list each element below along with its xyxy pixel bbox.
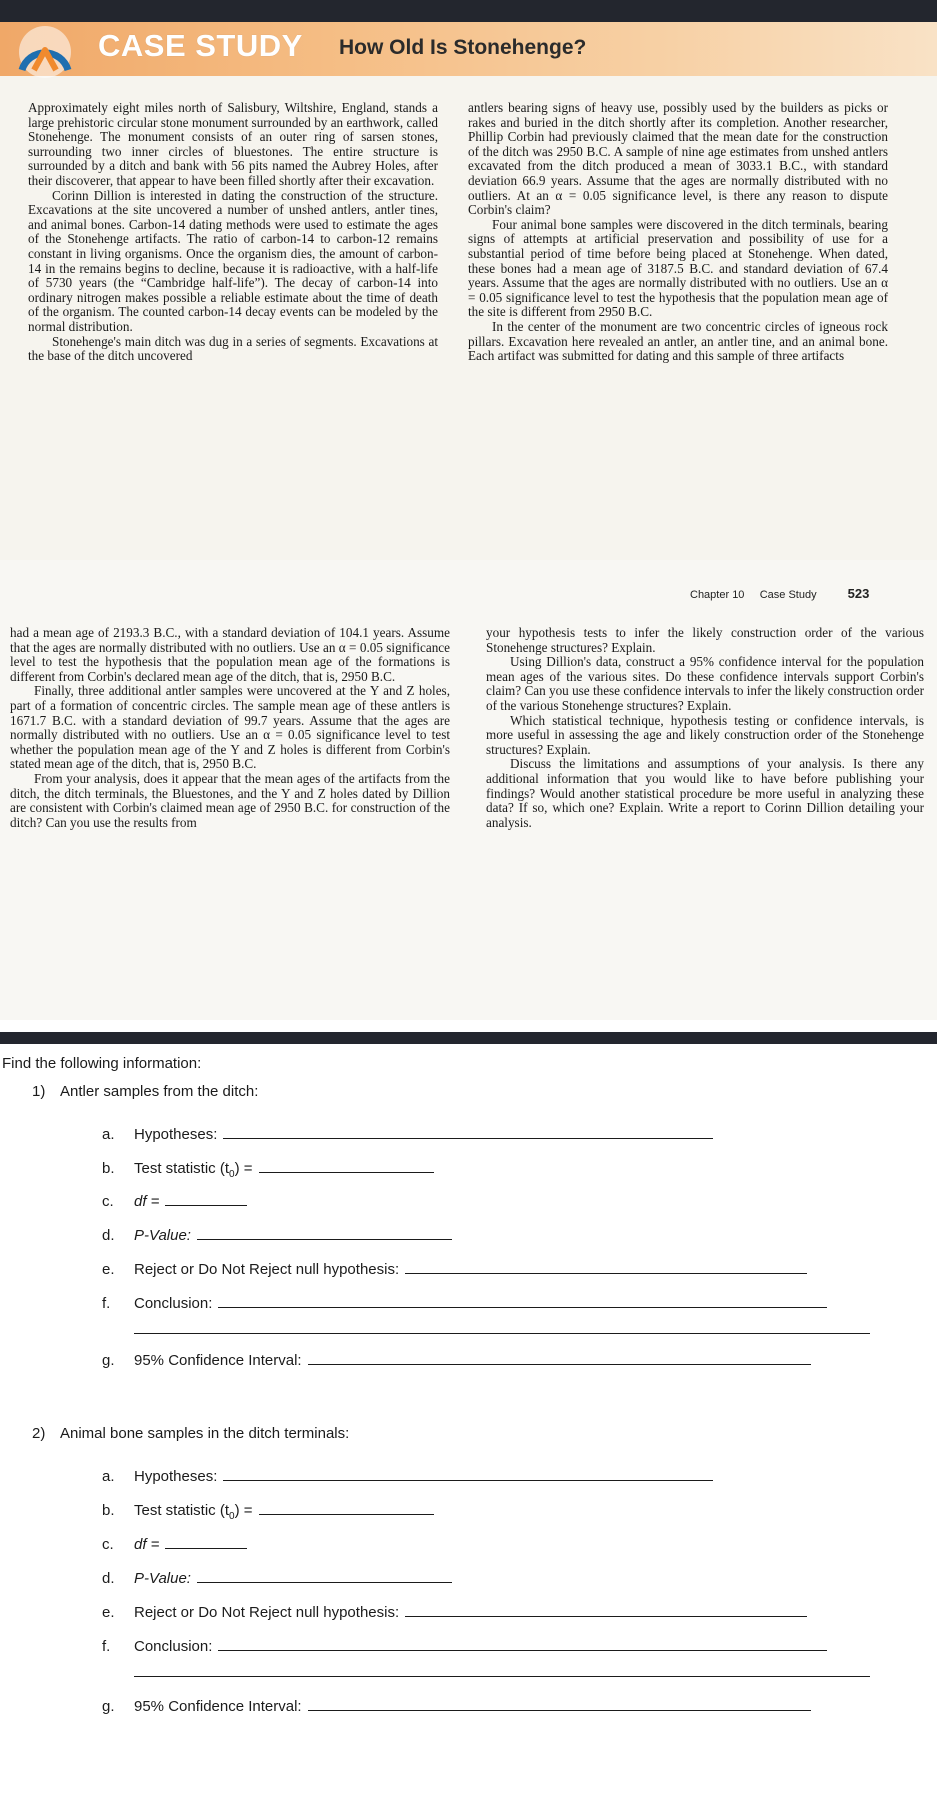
item-suffix: ) = [234, 1502, 253, 1519]
answer-line[interactable] [134, 1333, 870, 1334]
page2-left-column [10, 626, 450, 830]
item-letter: e. [102, 1261, 115, 1278]
question-title: Antler samples from the ditch: [60, 1083, 259, 1100]
item-label: df = [134, 1193, 160, 1210]
item-label: Test statistic (t [134, 1502, 230, 1519]
page2-right-column [486, 626, 924, 830]
answer-blank[interactable] [405, 1260, 807, 1274]
paragraph: Corinn Dillion is interested in dating the construction of the structure. Excavations at the site uncovered a number of unshed antlers, antler tines, and animal bones. Carbon-14 dating methods were used to estimate the ages of the Stonehenge artifacts. The ratio of carbon-14 to carbon-12 remains constant in living organisms. Once the organism dies, the amount of carbon-14 in the remains begins to decline, because it is radioactive, with a half-life of 5730 years (the “Cambridge half-life”). The decay of carbon-14 into ordinary nitrogen makes possible a reliable estimate about the time of death of the organism. The counted carbon-14 decay events can be modeled by the normal distribution. [28, 187, 438, 334]
answer-blank[interactable] [223, 1125, 713, 1139]
q1-test-statistic [102, 1159, 434, 1180]
page1-left-column [28, 101, 438, 364]
answer-blank[interactable] [405, 1603, 807, 1617]
running-header [690, 586, 869, 601]
q2-confidence-interval [102, 1697, 811, 1715]
case-study-label: CASE STUDY [98, 28, 303, 63]
answer-line[interactable] [134, 1676, 870, 1677]
answer-blank[interactable] [218, 1294, 827, 1308]
item-letter: d. [102, 1570, 115, 1587]
item-letter: g. [102, 1698, 115, 1715]
page-number: 523 [847, 586, 870, 601]
q1-hypotheses [102, 1125, 713, 1143]
q2-p-value [102, 1569, 452, 1587]
answer-blank[interactable] [259, 1159, 434, 1173]
question-number: 1) [32, 1083, 46, 1100]
paragraph: In the center of the monument are two concentric circles of igneous rock pillars. Excavation here revealed an antler, an antler tine, and an animal bone. Each artifact was submitted for dating and this sample of three artifacts [468, 318, 888, 364]
item-subscript: 0 [229, 1511, 235, 1522]
answer-blank[interactable] [308, 1697, 811, 1711]
item-label: P-Value: [134, 1570, 191, 1587]
chapter-label: Chapter 10 [690, 589, 745, 601]
answer-blank[interactable] [259, 1501, 434, 1515]
q2-reject-decision [102, 1603, 807, 1621]
answer-blank[interactable] [197, 1569, 452, 1583]
paragraph: had a mean age of 2193.3 B.C., with a standard deviation of 104.1 years. Assume that the ages are normally distributed with no outliers. Use an α = 0.05 significance level to test the hypothesis that the population mean age of the formations is different from Corbin's declared mean age of the ditch, that is, 2950 B.C. [10, 625, 450, 684]
item-label: Test statistic (t [134, 1160, 230, 1177]
q2-test-statistic [102, 1501, 434, 1522]
answer-blank[interactable] [165, 1535, 247, 1549]
question-title: Animal bone samples in the ditch terminals: [60, 1425, 350, 1442]
q1-df [102, 1192, 247, 1210]
item-label: Reject or Do Not Reject null hypothesis: [134, 1604, 400, 1621]
item-letter: b. [102, 1160, 115, 1177]
q1-confidence-interval [102, 1351, 811, 1369]
question-1-heading [32, 1083, 258, 1100]
item-letter: b. [102, 1502, 115, 1519]
q2-conclusion [102, 1637, 827, 1655]
paragraph: antlers bearing signs of heavy use, possibly used by the builders as picks or rakes and buried in the ditch shortly after its completion. Another researcher, Phillip Corbin had previously claimed that the mean date for the construction of the ditch was 2950 B.C. A sample of nine age estimates from unshed antlers excavated from the ditch produced a mean of 3033.1 B.C., with standard deviation 66.9 years. Assume that the ages are normally distributed with no outliers. At an α = 0.05 significance level, is there any reason to dispute Corbin's claim? [468, 100, 888, 218]
answer-blank[interactable] [308, 1351, 811, 1365]
worksheet-intro: Find the following information: [2, 1055, 202, 1072]
q1-reject-decision [102, 1260, 807, 1278]
item-suffix: ) = [234, 1160, 253, 1177]
question-2-heading [32, 1425, 349, 1442]
item-label: Hypotheses: [134, 1126, 218, 1143]
paragraph: Using Dillion's data, construct a 95% confidence interval for the population mean ages of the various sites. Do these confidence intervals support Corbin's claim? Can you use these confidence intervals to infer the likely construction order of the various Stonehenge structures? Explain. [486, 654, 924, 713]
q2-hypotheses [102, 1467, 713, 1485]
paragraph: Which statistical technique, hypothesis testing or confidence intervals, is more useful in assessing the age and likely construction order of the Stonehenge structures? Explain. [486, 712, 924, 757]
item-letter: f. [102, 1295, 111, 1312]
paragraph: Approximately eight miles north of Salisbury, Wiltshire, England, stands a large prehistoric circular stone monument surrounded by an earthwork, called Stonehenge. The monument consists of an outer ring of sarsen stones, surrounding two inner circles of bluestones. The entire structure is surrounded by a ditch and bank with 56 pits named the Aubrey Holes, after their discoverer, that appear to have been filled shortly after their excavation. [28, 100, 438, 188]
paragraph: Stonehenge's main ditch was dug in a series of segments. Excavations at the base of the ditch uncovered [28, 333, 438, 364]
item-label: Reject or Do Not Reject null hypothesis: [134, 1261, 400, 1278]
item-label: 95% Confidence Interval: [134, 1698, 302, 1715]
item-label: df = [134, 1536, 160, 1553]
top-bar [0, 0, 937, 22]
answer-blank[interactable] [223, 1467, 713, 1481]
item-letter: c. [102, 1193, 114, 1210]
item-label: P-Value: [134, 1227, 191, 1244]
answer-blank[interactable] [165, 1192, 247, 1206]
item-subscript: 0 [229, 1169, 235, 1180]
item-letter: f. [102, 1638, 111, 1655]
answer-blank[interactable] [197, 1226, 452, 1240]
item-label: 95% Confidence Interval: [134, 1352, 302, 1369]
paragraph: your hypothesis tests to infer the likely construction order of the various Stonehenge structures? Explain. [486, 625, 924, 655]
case-study-logo-icon [12, 24, 78, 78]
item-letter: e. [102, 1604, 115, 1621]
case-study-title: How Old Is Stonehenge? [339, 36, 587, 59]
divider-bar [0, 1032, 937, 1044]
item-label: Conclusion: [134, 1295, 213, 1312]
section-label: Case Study [759, 589, 817, 601]
q1-conclusion [102, 1294, 827, 1312]
question-number: 2) [32, 1425, 46, 1442]
q1-p-value [102, 1226, 452, 1244]
paragraph: Four animal bone samples were discovered in the ditch terminals, bearing signs of attempts at artificial preservation and possibility of use for a substantial period of time before being placed at Stonehenge. When dated, these bones had a mean age of 3187.5 B.C. and standard deviation of 67.4 years. Assume that the ages are normally distributed with no outliers. Use an α = 0.05 significance level to test the hypothesis that the population mean age of the site is different from 2950 B.C. [468, 216, 888, 320]
item-letter: d. [102, 1227, 115, 1244]
answer-blank[interactable] [218, 1637, 827, 1651]
q2-df [102, 1535, 247, 1553]
item-label: Hypotheses: [134, 1468, 218, 1485]
paragraph: Finally, three additional antler samples were uncovered at the Y and Z holes, part of a formation of concentric circles. The sample mean age of these antlers is 1671.7 B.C. with a standard deviation of 99.7 years. Assume that the ages are normally distributed with no outliers. Use an α = 0.05 significance level to test whether the population mean age of the Y and Z holes is different from Corbin's stated mean age of the ditch, that is, 2950 B.C. [10, 683, 450, 772]
item-letter: g. [102, 1352, 115, 1369]
item-letter: a. [102, 1126, 115, 1143]
item-label: Conclusion: [134, 1638, 213, 1655]
item-letter: c. [102, 1536, 114, 1553]
paragraph: From your analysis, does it appear that the mean ages of the artifacts from the ditch, the ditch terminals, the Bluestones, and the Y and Z holes dated by Dillion are consistent with Corbin's claimed mean age of 2950 B.C. for construction of the ditch? Can you use the results from [10, 770, 450, 830]
page1-right-column [468, 101, 888, 364]
item-letter: a. [102, 1468, 115, 1485]
paragraph: Discuss the limitations and assumptions of your analysis. Is there any additional information that you would like to have before publishing your findings? Would another statistical procedure be more useful in analyzing these data? If so, which one? Explain. Write a report to Corinn Dillion detailing your analysis. [486, 756, 924, 830]
